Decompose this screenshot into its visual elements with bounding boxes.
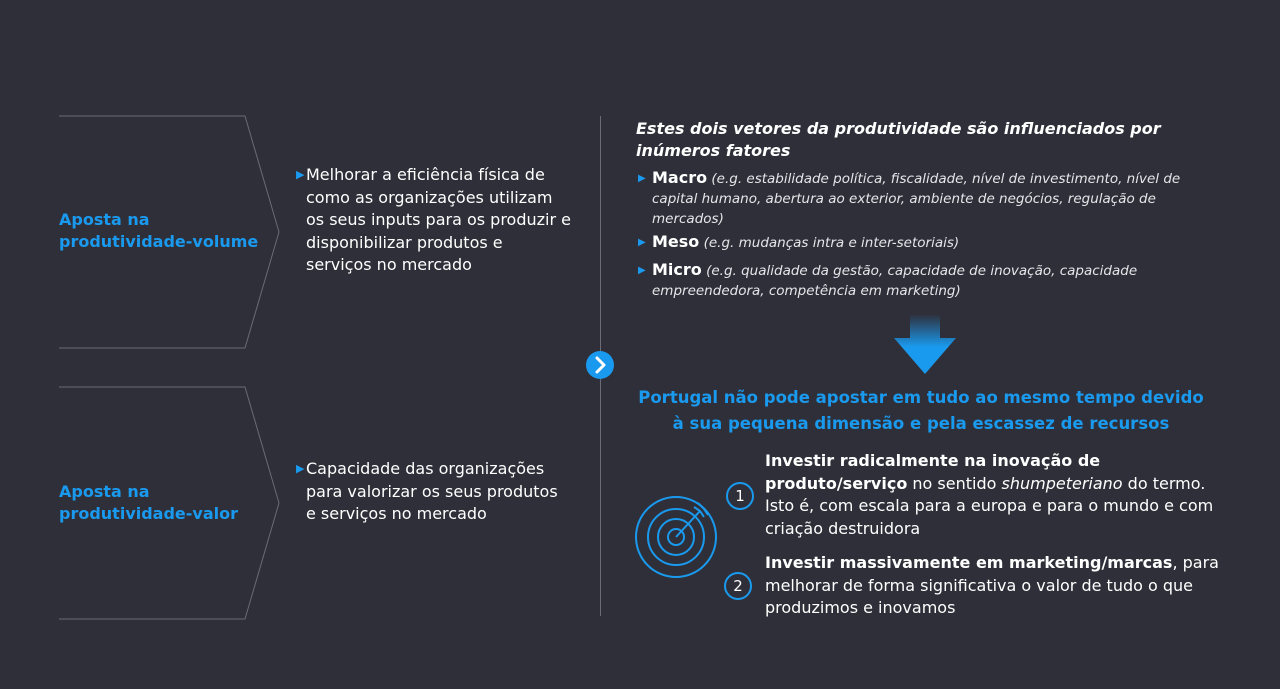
option-text: do termo. Isto é, com escala para a europa e para o mundo e com criação destruidora	[765, 473, 1214, 538]
factors-heading: Estes dois vetores da produtividade são influenciados por inúmeros fatores	[636, 119, 1161, 160]
triangle-bullet-icon: ▶	[296, 462, 305, 475]
option-1	[765, 450, 1235, 540]
option-italic: shumpeteriano	[1001, 473, 1123, 493]
pillar-description-text: Melhorar a eficiência física de como as organizações utilizam os seus inputs para os produzir e disponibilizar produtos e serviços no mercado	[306, 165, 571, 274]
factor-micro	[638, 260, 1218, 301]
pillar-title-valor: Aposta na produtividade-valor	[59, 482, 239, 523]
option-number-2: 2	[724, 572, 752, 600]
factor-detail: (e.g. qualidade da gestão, capacidade de inovação, capacidade empreendedora, competência em marketing)	[652, 263, 1138, 299]
factor-macro	[638, 168, 1218, 229]
option-bold: Investir massivamente em marketing/marcas	[765, 553, 1173, 572]
option-bold: Investir radicalmente na inovação de produto/serviço	[765, 451, 1101, 493]
triangle-bullet-icon: ▶	[638, 265, 646, 276]
pillar-description-valor	[296, 458, 571, 526]
option-2	[765, 552, 1235, 620]
conclusion-statement: Portugal não pode apostar em tudo ao mesmo tempo devido à sua pequena dimensão e pela escassez de recursos	[638, 388, 1204, 433]
pillar-title-volume: Aposta na produtividade-volume	[59, 210, 259, 251]
factor-name: Meso	[652, 232, 700, 251]
target-icon	[634, 495, 720, 581]
factor-name: Macro	[652, 168, 708, 187]
pillar-description-volume	[296, 164, 571, 277]
arrow-down-icon	[893, 314, 957, 376]
chevron-right-icon	[586, 351, 614, 379]
option-number-1: 1	[726, 482, 754, 510]
triangle-bullet-icon: ▶	[638, 173, 646, 184]
factor-name: Micro	[652, 260, 702, 279]
factor-meso	[638, 232, 1218, 253]
triangle-bullet-icon: ▶	[296, 168, 305, 181]
next-chevron-button[interactable]	[586, 351, 614, 379]
factor-detail: (e.g. mudanças intra e inter-setoriais)	[703, 235, 960, 251]
option-text: , para melhorar de forma significativa o valor de tudo o que produzimos e inovamos	[765, 553, 1219, 617]
factor-detail: (e.g. estabilidade política, fiscalidade, nível de investimento, nível de capital humano, abertura ao exterior, ambiente de negócios, regulação de mercados)	[652, 171, 1181, 227]
option-text: no sentido	[907, 473, 1002, 493]
chevron-outlines	[0, 0, 300, 640]
triangle-bullet-icon: ▶	[638, 237, 646, 248]
pillar-description-text: Capacidade das organizações para valorizar os seus produtos e serviços no mercado	[306, 459, 558, 523]
